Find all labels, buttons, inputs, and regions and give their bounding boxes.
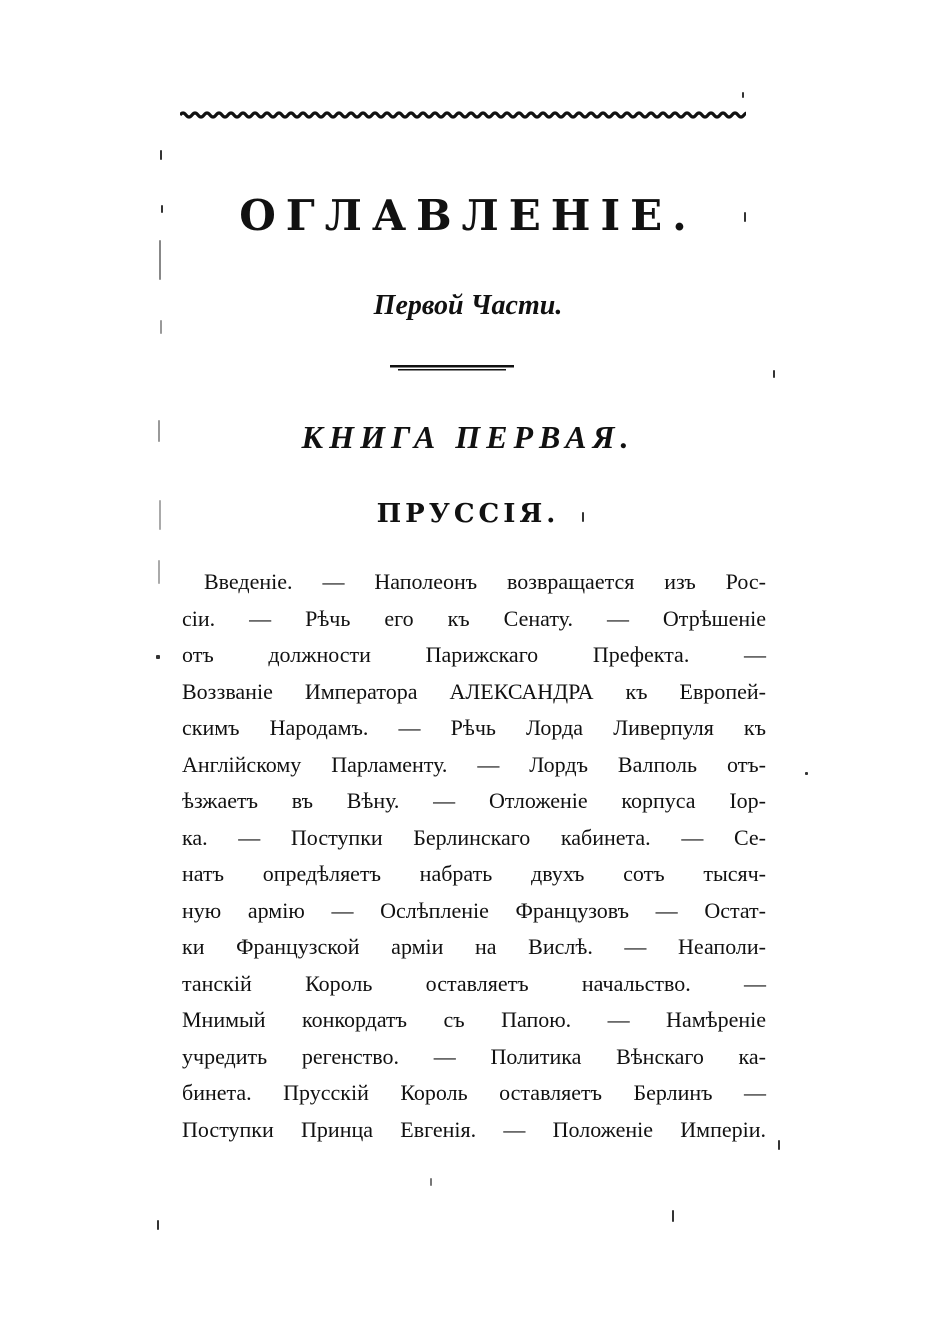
- summary-line: ки Французской арміи на Вислѣ. — Неаполи-: [182, 934, 766, 959]
- summary-line: ѣзжаетъ въ Вѣну. — Отложеніе корпуса Іор-: [182, 788, 766, 813]
- summary-line: сіи. — Рѣчь его къ Сенату. — Отрѣшеніе: [182, 605, 766, 631]
- scan-speck: [430, 1178, 432, 1186]
- scan-speck: [158, 560, 160, 584]
- summary-line: ка. — Поступки Берлинскаго кабинета. — Се-: [182, 824, 766, 850]
- summary-line: ную армію — Ослѣпленіе Французовъ — Остат-: [182, 897, 766, 923]
- scan-speck: [582, 512, 584, 522]
- summary-line: Мнимый конкордатъ съ Папою. — Намѣреніе: [182, 1007, 766, 1032]
- summary-line: скимъ Народамъ. — Рѣчь Лорда Ливерпуля къ: [182, 715, 766, 740]
- summary-line: учредить регенство. — Политика Вѣнскаго ка-: [182, 1043, 766, 1069]
- scan-speck: [778, 1140, 780, 1150]
- scan-speck: [672, 1210, 674, 1222]
- chapter-heading: ПРУССІЯ.: [376, 499, 560, 529]
- divider-rule: [390, 364, 514, 372]
- summary-line: отъ должности Парижскаго Префекта. —: [182, 642, 766, 667]
- scan-speck: [157, 1220, 159, 1230]
- scan-speck: [805, 772, 808, 775]
- scan-speck: [744, 212, 746, 222]
- scan-speck: [158, 420, 160, 442]
- scan-speck: [160, 320, 162, 334]
- summary-line: танскій Король оставляетъ начальство. —: [182, 970, 766, 996]
- scan-speck: [156, 655, 160, 659]
- scan-speck: [742, 92, 744, 98]
- summary-line: Воззваніе Императора АЛЕКСАНДРА къ Европей-: [182, 678, 766, 704]
- summary-line: Англійскому Парламенту. — Лордъ Валполь отъ-: [182, 751, 766, 777]
- chapter-summary: [182, 564, 766, 1148]
- scan-speck: [161, 205, 163, 213]
- wavy-ornament-border: [180, 104, 746, 126]
- scan-speck: [773, 370, 775, 378]
- scan-speck: [160, 150, 162, 160]
- scan-speck: [159, 500, 161, 530]
- page-title: ОГЛАВЛЕНІЕ.: [239, 191, 697, 240]
- summary-line: натъ опредѣляетъ набрать двухъ сотъ тысяч-: [182, 861, 766, 886]
- page-subtitle: Первой Части.: [373, 290, 563, 321]
- summary-line: бинета. Прусскій Король оставляетъ Берлинъ —: [182, 1080, 766, 1105]
- summary-line: Поступки Принца Евгенія. — Положеніе Имперіи.: [182, 1116, 766, 1142]
- summary-line: Введеніе. — Наполеонъ возвращается изъ Рос-: [204, 569, 766, 594]
- book-heading: КНИГА ПЕРВАЯ.: [301, 419, 635, 455]
- scan-speck: [159, 240, 161, 280]
